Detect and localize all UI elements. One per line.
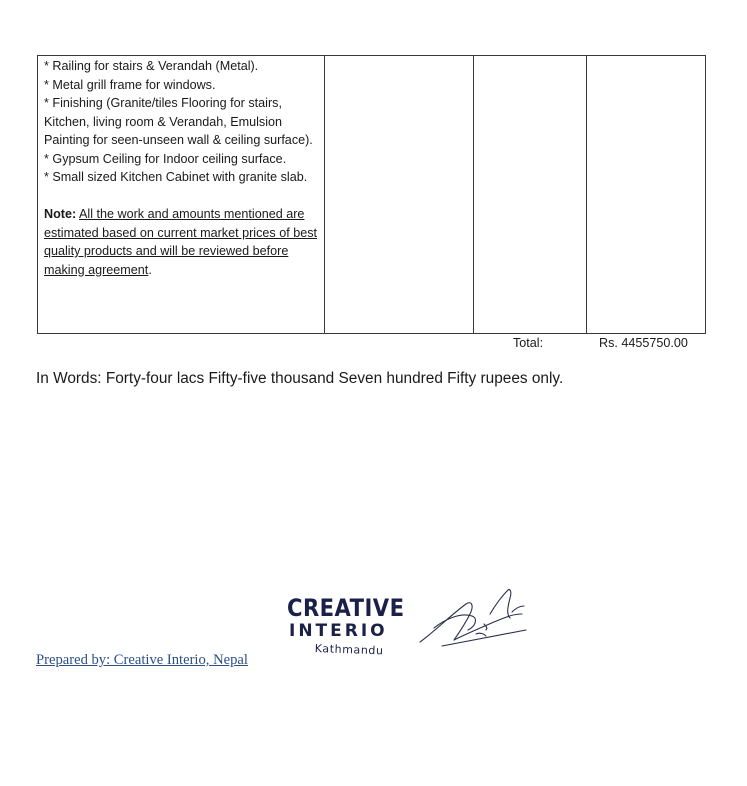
amount-in-words: In Words: Forty-four lacs Fifty-five thousand Seven hundred Fifty rupees only. <box>36 370 564 387</box>
estimate-table <box>37 55 706 334</box>
note: Note: All the work and amounts mentioned are estimated based on current market prices of best quality products and will be reviewed before making agreement. <box>44 207 317 277</box>
stamp-interio: INTERIO <box>289 621 388 641</box>
item-grill-frame: * Metal grill frame for windows. <box>44 77 216 92</box>
description-cell <box>38 56 325 334</box>
quantity-cell <box>325 56 474 334</box>
spacer <box>44 187 320 206</box>
rate-cell <box>474 56 587 334</box>
note-label: Note: <box>44 207 77 221</box>
total-value: Rs. 4455750.00 <box>599 336 688 350</box>
item-railing: * Railing for stairs & Verandah (Metal). <box>44 59 259 73</box>
signature-icon <box>414 584 534 659</box>
amount-cell <box>587 56 706 334</box>
stamp-kathmandu: Kathmandu <box>314 642 384 658</box>
note-text: All the work and amounts mentioned are estimated based on current market prices of best quality products and will be reviewed before making agreement <box>44 207 317 277</box>
prepared-by: Prepared by: Creative Interio, Nepal <box>36 652 248 668</box>
table-row <box>38 56 706 334</box>
stamp-creative: CREATIVE <box>287 594 405 622</box>
company-stamp <box>287 594 427 664</box>
item-gypsum-ceiling: * Gypsum Ceiling for Indoor ceiling surface. <box>44 151 287 166</box>
item-finishing: * Finishing (Granite/tiles Flooring for stairs, Kitchen, living room & Verandah, Emulsion Painting for seen-unseen wall & ceiling surface). <box>44 96 313 147</box>
item-kitchen-cabinet: * Small sized Kitchen Cabinet with granite slab. <box>44 170 308 184</box>
total-label: Total: <box>513 336 544 350</box>
